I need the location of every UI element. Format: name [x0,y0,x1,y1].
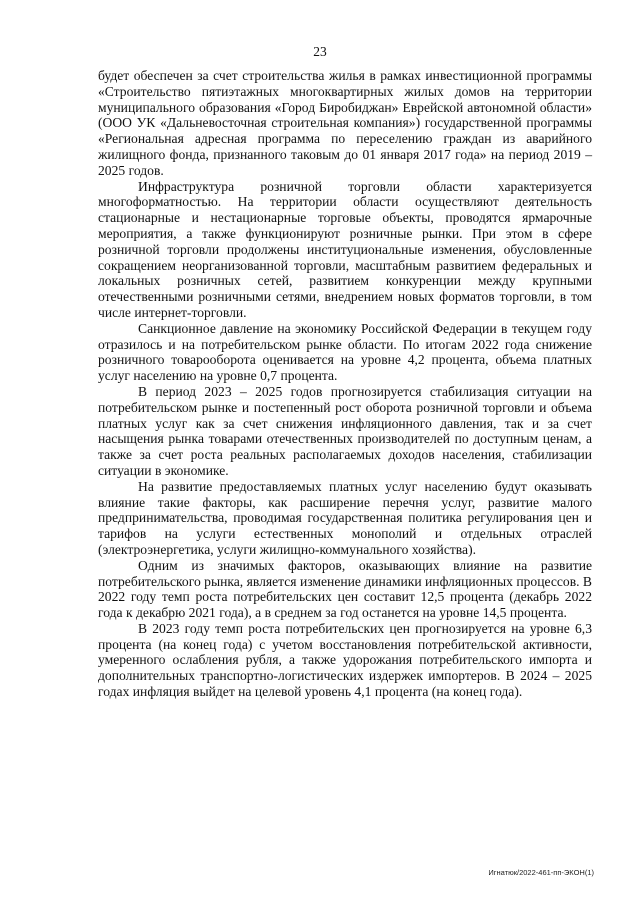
document-code: Игнатюк/2022-461-пп-ЭКОН(1) [488,868,594,877]
paragraph-6: Одним из значимых факторов, оказывающих влияние на развитие потребительского рынка, является изменение динамики инфляционных процессов. В 2022 году темп роста потребительских цен составит 12,5 процента (декабрь 2022 года к декабрю 2021 года), а в среднем за год останется на уровне 14,5 процента. [98,557,592,621]
paragraph-7: В 2023 году темп роста потребительских цен прогнозируется на уровне 6,3 процента (на конец года) с учетом восстановления потребительской активности, умеренного ослабления рубля, а также удорожания потребительского импорта и дополнительных транспортно-логистических издержек импортеров. В 2024 – 2025 годах инфляция выйдет на целевой уровень 4,1 процента (на конец года). [98,620,592,700]
paragraph-5: На развитие предоставляемых платных услуг населению будут оказывать влияние такие факторы, как расширение перечня услуг, развитие малого предпринимательства, проводимая государственная политика регулирования цен и тарифов на услуги естественных монополий и отдельных отраслей (электроэнергетика, услуги жилищно-коммунального хозяйства). [98,478,592,557]
paragraph-4: В период 2023 – 2025 годов прогнозируется стабилизация ситуации на потребительском рынке и постепенный рост оборота розничной торговли и объема платных услуг как за счет снижения инфляционного давления, так и за счет насыщения рынка товарами отечественных производителей по доступным ценам, а также за счет роста реальных располагаемых доходов населения, стабилизации ситуации в экономике. [98,383,592,478]
paragraph-2: Инфраструктура розничной торговли области характеризуется многоформатностью. На территории области осуществляют деятельность стационарные и нестационарные торговые объекты, проводятся ярмарочные мероприятия, а также функционируют розничные рынки. При этом в сфере розничной торговли продолжены институциональные изменения, обусловленные сокращением неорганизованной торговли, масштабным развитием федеральных и локальных розничных сетей, развитием конкуренции между крупными отечественными розничными сетями, внедрением новых форматов торговли, в том числе интернет-торговли. [98,178,592,320]
paragraph-1: будет обеспечен за счет строительства жилья в рамках инвестиционной программы «Строительство пятиэтажных многоквартирных жилых домов на территории муниципального образования «Город Биробиджан» Еврейской автономной области» (ООО УК «Дальневосточная строительная компания») государственной программы «Региональная адресная программа по переселению граждан из аварийного жилищного фонда, признанного таковым до 01 января 2017 года» на период 2019 – 2025 годов. [98,68,592,178]
paragraph-3: Санкционное давление на экономику Российской Федерации в текущем году отразилось и на потребительском рынке области. По итогам 2022 года снижение розничного товарооборота оценивается на уровне 4,2 процента, объема платных услуг населению на уровне 0,7 процента. [98,320,592,384]
page-number: 23 [313,44,327,59]
body-text [98,68,592,700]
